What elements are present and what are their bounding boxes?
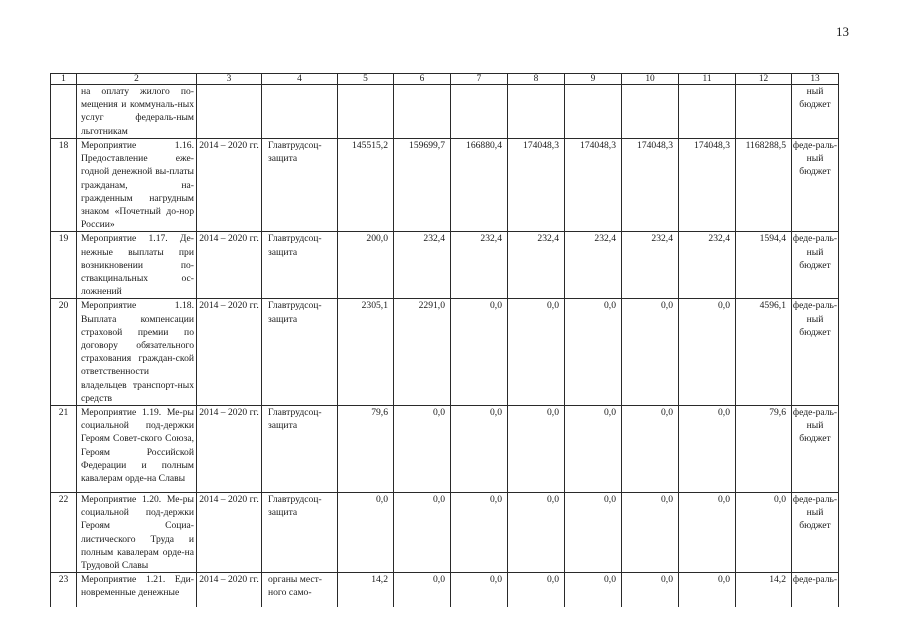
value-cell: 0,0 [679, 299, 736, 406]
value-cell [338, 85, 394, 139]
row-number: 23 [51, 573, 77, 607]
row-number: 22 [51, 493, 77, 573]
value-cell: 14,2 [736, 573, 792, 607]
table-row [51, 299, 839, 406]
value-cell: 0,0 [394, 573, 451, 607]
period: 2014 – 2020 гг. [197, 406, 262, 493]
value-cell: 159699,7 [394, 139, 451, 232]
executor: органы мест-ного само- [262, 573, 338, 607]
value-cell: 0,0 [679, 406, 736, 493]
executor: Главтрудсоц-защита [262, 232, 338, 299]
program-measures-table [50, 73, 839, 607]
column-header: 6 [394, 74, 451, 85]
value-cell: 232,4 [679, 232, 736, 299]
row-number: 18 [51, 139, 77, 232]
value-cell: 0,0 [622, 573, 679, 607]
column-header: 10 [622, 74, 679, 85]
value-cell: 1168288,5 [736, 139, 792, 232]
table-body [51, 74, 839, 607]
value-cell: 2305,1 [338, 299, 394, 406]
value-cell: 4596,1 [736, 299, 792, 406]
value-cell: 14,2 [338, 573, 394, 607]
table-row [51, 139, 839, 232]
funding-source: феде-раль-ный бюджет [792, 139, 839, 232]
row-number: 19 [51, 232, 77, 299]
value-cell: 0,0 [451, 406, 508, 493]
value-cell: 0,0 [565, 406, 622, 493]
executor: Главтрудсоц-защита [262, 139, 338, 232]
value-cell: 200,0 [338, 232, 394, 299]
value-cell: 0,0 [622, 406, 679, 493]
value-cell: 232,4 [394, 232, 451, 299]
value-cell: 2291,0 [394, 299, 451, 406]
column-header: 2 [77, 74, 197, 85]
value-cell: 0,0 [565, 299, 622, 406]
value-cell: 0,0 [565, 493, 622, 573]
value-cell: 0,0 [736, 493, 792, 573]
value-cell: 0,0 [451, 493, 508, 573]
column-header: 9 [565, 74, 622, 85]
period: 2014 – 2020 гг. [197, 299, 262, 406]
column-header: 11 [679, 74, 736, 85]
value-cell [451, 85, 508, 139]
period: 2014 – 2020 гг. [197, 573, 262, 607]
column-header: 4 [262, 74, 338, 85]
column-header: 12 [736, 74, 792, 85]
measure-name: Мероприятие 1.20. Ме-ры социальной под-держки Героям Социа-листического Труда и полным кавалерам орде-на Трудовой Славы [77, 493, 197, 573]
row-number [51, 85, 77, 139]
measure-name: Мероприятие 1.17. Де-нежные выплаты при возникновении по-ствакцинальных ос-ложнений [77, 232, 197, 299]
value-cell [736, 85, 792, 139]
period: 2014 – 2020 гг. [197, 493, 262, 573]
value-cell [565, 85, 622, 139]
executor: Главтрудсоц-защита [262, 493, 338, 573]
column-header: 1 [51, 74, 77, 85]
funding-source: феде-раль-ный бюджет [792, 406, 839, 493]
executor: Главтрудсоц-защита [262, 299, 338, 406]
value-cell: 232,4 [451, 232, 508, 299]
value-cell: 0,0 [394, 406, 451, 493]
value-cell: 0,0 [679, 493, 736, 573]
measure-name: Мероприятие 1.19. Ме-ры социальной под-держки Героям Совет-ского Союза, Героям Российской Федерации и полным кавалерам орде-на Славы [77, 406, 197, 493]
value-cell: 0,0 [508, 406, 565, 493]
funding-source: феде-раль-ный бюджет [792, 299, 839, 406]
continuation-row [51, 85, 839, 139]
value-cell: 0,0 [338, 493, 394, 573]
period: 2014 – 2020 гг. [197, 232, 262, 299]
value-cell [622, 85, 679, 139]
value-cell: 0,0 [394, 493, 451, 573]
funding-source: ный бюджет [792, 85, 839, 139]
column-header: 7 [451, 74, 508, 85]
value-cell: 0,0 [508, 493, 565, 573]
measure-name: на оплату жилого по-мещения и коммуналь-ных услуг федераль-ным льготникам [77, 85, 197, 139]
period: 2014 – 2020 гг. [197, 139, 262, 232]
table-row [51, 493, 839, 573]
value-cell: 1594,4 [736, 232, 792, 299]
value-cell: 166880,4 [451, 139, 508, 232]
value-cell: 0,0 [622, 493, 679, 573]
column-header: 13 [792, 74, 839, 85]
column-header: 3 [197, 74, 262, 85]
table-row [51, 573, 839, 607]
value-cell: 0,0 [679, 573, 736, 607]
table-row [51, 406, 839, 493]
measure-name: Мероприятие 1.18. Выплата компенсации страховой премии по договору обязательного страхования граждан-ской ответственности владельцев транспорт-ных средств [77, 299, 197, 406]
row-number: 20 [51, 299, 77, 406]
value-cell [394, 85, 451, 139]
measure-name: Мероприятие 1.16. Предоставление еже-годной денежной вы-платы гражданам, на-гражденным нагрудным знаком «Почетный до-нор России» [77, 139, 197, 232]
value-cell: 232,4 [565, 232, 622, 299]
value-cell: 0,0 [508, 299, 565, 406]
measure-name: Мероприятие 1.21. Еди-новременные денежные [77, 573, 197, 607]
column-number-row [51, 74, 839, 85]
value-cell: 174048,3 [565, 139, 622, 232]
value-cell: 174048,3 [508, 139, 565, 232]
value-cell: 0,0 [508, 573, 565, 607]
value-cell: 174048,3 [622, 139, 679, 232]
value-cell: 0,0 [451, 299, 508, 406]
executor: Главтрудсоц-защита [262, 406, 338, 493]
row-number: 21 [51, 406, 77, 493]
executor [262, 85, 338, 139]
value-cell: 145515,2 [338, 139, 394, 232]
funding-source: феде-раль-ный бюджет [792, 232, 839, 299]
value-cell: 232,4 [622, 232, 679, 299]
column-header: 8 [508, 74, 565, 85]
funding-source: феде-раль- [792, 573, 839, 607]
value-cell: 79,6 [338, 406, 394, 493]
value-cell: 174048,3 [679, 139, 736, 232]
value-cell: 0,0 [622, 299, 679, 406]
table-row [51, 232, 839, 299]
value-cell: 0,0 [565, 573, 622, 607]
value-cell: 79,6 [736, 406, 792, 493]
period [197, 85, 262, 139]
value-cell [508, 85, 565, 139]
column-header: 5 [338, 74, 394, 85]
funding-source: феде-раль-ный бюджет [792, 493, 839, 573]
value-cell [679, 85, 736, 139]
page-number: 13 [836, 24, 849, 39]
value-cell: 232,4 [508, 232, 565, 299]
value-cell: 0,0 [451, 573, 508, 607]
